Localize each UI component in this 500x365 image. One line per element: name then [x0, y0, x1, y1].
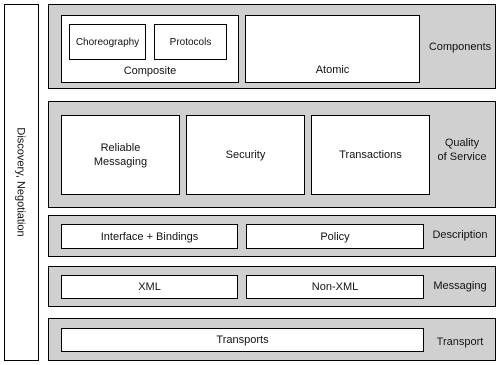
xml-label: XML: [138, 281, 161, 293]
atomic-label: Atomic: [315, 64, 350, 76]
transactions-box: [311, 115, 430, 195]
reliable-messaging-box: [61, 115, 180, 195]
policy-box: [246, 224, 424, 249]
components-label: Components: [428, 41, 492, 54]
protocols-label: Protocols: [169, 36, 212, 48]
qos-label-line2: of Service: [437, 151, 487, 163]
interface-bindings-box: [61, 224, 238, 249]
reliable-messaging-line2: Messaging: [93, 156, 148, 168]
transport-label: Transport: [436, 336, 484, 349]
non-xml-label: Non-XML: [311, 281, 359, 293]
composite-label: Composite: [123, 65, 177, 78]
transactions-label: Transactions: [339, 149, 402, 161]
security-label: Security: [225, 149, 266, 161]
messaging-label: Messaging: [433, 280, 487, 293]
transports-box: [61, 328, 424, 352]
transports-label: Transports: [216, 334, 269, 346]
interface-bindings-label: Interface + Bindings: [100, 230, 199, 243]
reliable-messaging-line1: Reliable: [100, 141, 141, 154]
choreography-box: [69, 24, 146, 60]
description-label: Description: [432, 229, 488, 242]
discovery-negotiation-label: Discovery, Negotiation: [15, 127, 28, 237]
non-xml-box: [246, 275, 424, 299]
protocols-box: [154, 24, 227, 60]
qos-label: [428, 136, 496, 166]
qos-label-line1: Quality: [444, 137, 480, 150]
security-box: [186, 115, 305, 195]
atomic-box: [245, 15, 420, 83]
discovery-negotiation-label-wrap: [4, 4, 38, 360]
choreography-label: Choreography: [75, 36, 140, 48]
xml-box: [61, 275, 238, 299]
policy-label: Policy: [320, 230, 350, 243]
